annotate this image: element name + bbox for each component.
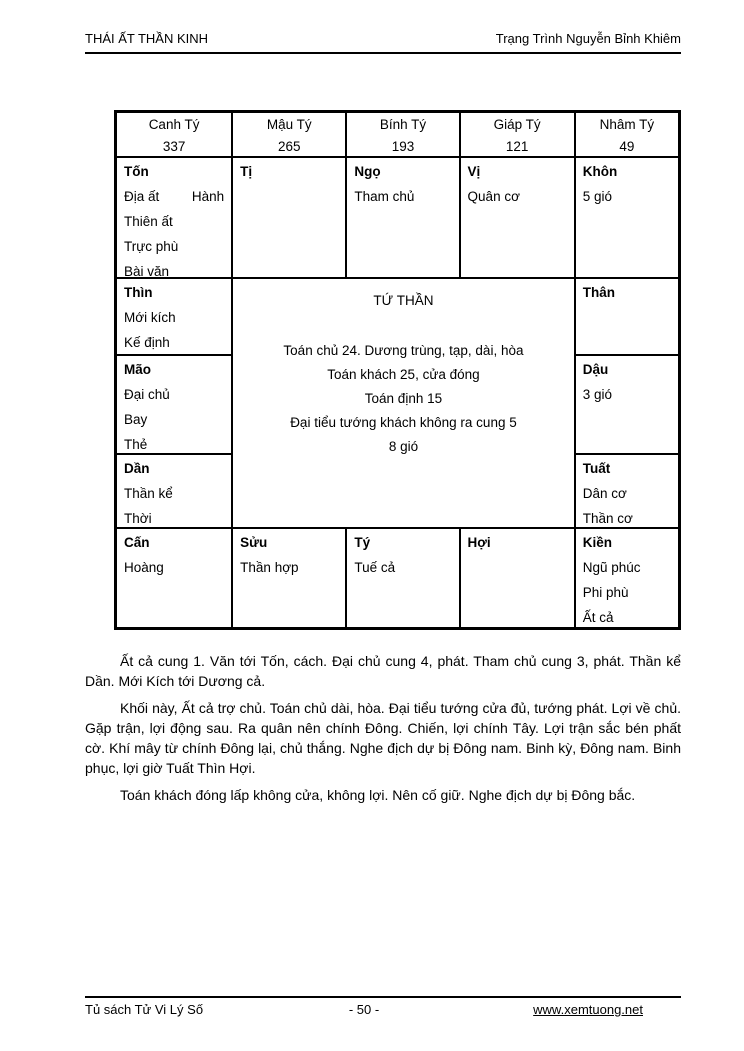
year-name: Giáp Tý [493,117,541,132]
palace-title: Dần [124,461,150,476]
palace-cell-ti [232,157,346,278]
year-number: 121 [505,139,529,154]
palace-cell-ty [346,528,459,628]
palace-line: Bay [124,412,148,427]
year-number: 265 [278,139,301,154]
palace-cell-dau [575,355,679,454]
palace-title: Tốn [124,164,149,179]
palace-line: Phi phù [582,585,629,600]
palace-title: Ngọ [354,164,381,179]
year-name: Bính Tý [379,117,427,132]
palace-line: Thần cơ [582,511,633,526]
paragraph-2: Khối này, Ất cả trợ chủ. Toán chủ dài, hòa. Đại tiểu tướng cửa đủ, tướng phát. Lợi về chủ. Gặp trận, lợi động sau. Ra quân nên chính Đông. Chiến, lợi chính Tây. Lợi trận sắc bén phất cờ. Khí mây từ chính Đông lại, chủ thắng. Nghe địch dự bị Đông nam. Binh kỳ, Đông nam. Binh phục, lợi giờ Tuất Thìn Hợi. [85,700,681,776]
year-name: Mậu Tý [266,117,312,132]
website-link[interactable]: www.xemtuong.net [533,1002,643,1017]
palace-line: Quân cơ [467,189,520,204]
year-number: 49 [619,139,635,154]
center-line: Đại tiểu tướng khách không ra cung 5 [290,415,517,430]
palace-cell-suu [232,528,346,628]
palace-cell-tuat [575,454,679,528]
palace-cell-kien [575,528,679,628]
palace-cell-dan [116,454,232,528]
center-lines [233,339,574,459]
palace-title: Cấn [124,535,150,550]
palace-line: Bài văn [124,264,170,278]
palace-cell-vi [460,157,575,278]
year-cell-nham-ty [575,112,679,157]
center-line: Toán chủ 24. Dương trùng, tạp, dài, hòa [283,343,524,358]
palace-cell-can [116,528,232,628]
palace-cell-ngo [346,157,459,278]
year-cell-canh-ty [116,112,232,157]
palace-title: Khôn [582,164,618,179]
palace-title: Vị [467,164,481,179]
palace-cell-than [575,278,679,355]
year-cell-giap-ty [460,112,575,157]
palace-line: Dân cơ [582,486,627,501]
palace-line: Kế định [124,335,170,350]
center-line: 8 gió [388,439,419,454]
palace-line: Thần kể [124,486,173,501]
palace-line-left: Địa ất [124,189,160,204]
palace-title: Tị [240,164,253,179]
thai-at-chart-table [114,110,681,630]
center-title: TỨ THẦN [373,293,434,308]
palace-line: Thời [124,511,152,526]
palace-line: 3 gió [582,387,613,402]
palace-line: Thẻ [124,437,148,452]
palace-line: Trực phù [124,239,179,254]
palace-title: Mão [124,362,151,377]
palace-line: Đại chủ [124,387,170,402]
palace-title: Tý [354,535,371,550]
palace-line: Thiên ất [124,214,173,229]
palace-line: Tham chủ [354,189,415,204]
palace-title: Sửu [240,535,268,550]
palace-line: Tuế cả [354,560,396,575]
center-line: Toán khách 25, cửa đóng [327,367,480,382]
footer-link-wrap [457,1002,681,1017]
commentary-text [85,651,681,812]
author-name: Trạng Trình Nguyễn Bỉnh Khiêm [495,31,681,46]
palace-title: Dậu [582,362,609,377]
year-number: 337 [162,139,186,154]
palace-title: Tuất [582,461,611,476]
footer-series-title: Tủ sách Tử Vi Lý Số [85,1002,204,1017]
palace-title: Thìn [124,285,153,300]
center-summary-cell [232,278,575,528]
palace-line: Ngũ phúc [582,560,641,575]
palace-cell-ton [116,157,232,278]
palace-cell-mao [116,355,232,454]
palace-title: Hợi [467,535,491,550]
palace-line: Thần hợp [240,560,299,575]
year-name: Canh Tý [148,117,200,132]
palace-cell-thin [116,278,232,355]
palace-line-right: Hành [191,189,225,204]
palace-line: Ất cả [582,610,614,625]
palace-line: Mới kích [124,310,176,325]
palace-cell-hoi [460,528,575,628]
center-line: Toán định 15 [364,391,443,406]
palace-line: Hoàng [124,560,164,575]
footer-page-number: - 50 - [348,1002,380,1017]
book-title: THÁI ẤT THẦN KINH [85,31,209,46]
palace-line [124,184,224,209]
paragraph-1: Ất cả cung 1. Văn tới Tốn, cách. Đại chủ cung 4, phát. Tham chủ cung 3, phát. Thần kể Dần. Mới Kích tới Dương cả. [85,653,681,689]
paragraph-3: Toán khách đóng lấp không cửa, không lợi. Nên cố giữ. Nghe địch dự bị Đông bắc. [120,787,636,803]
year-name: Nhâm Tý [599,117,655,132]
palace-title: Thân [582,285,615,300]
palace-cell-khon [575,157,679,278]
year-cell-binh-ty [346,112,459,157]
year-cell-mau-ty [232,112,346,157]
page-footer [85,996,681,1017]
page-header [85,31,681,54]
palace-line: 5 gió [582,189,613,204]
year-number: 193 [391,139,415,154]
palace-title: Kiền [582,535,612,550]
